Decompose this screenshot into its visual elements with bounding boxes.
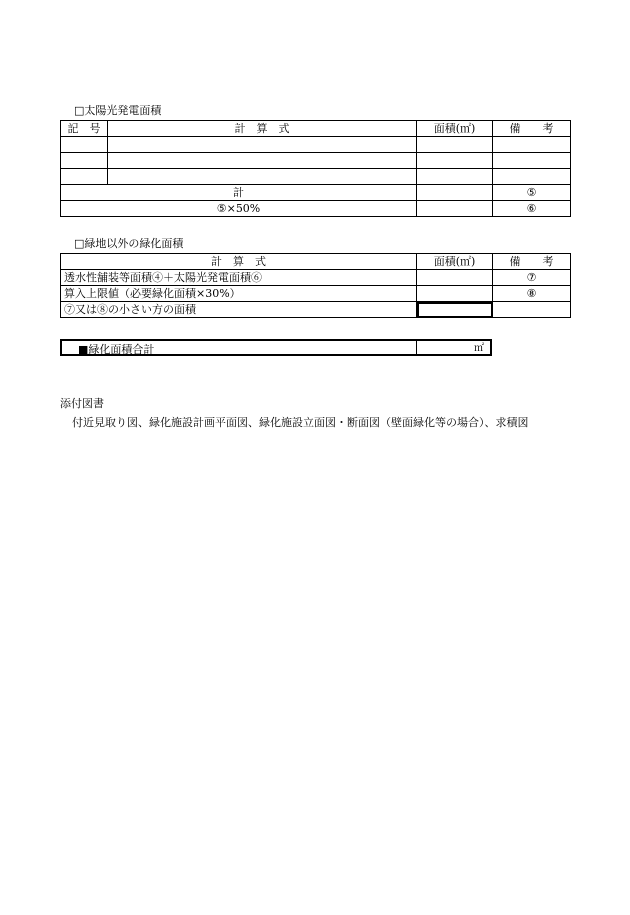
percent-remarks: ⑥ [493, 201, 571, 217]
divider [416, 341, 417, 354]
formula-cell[interactable] [108, 153, 417, 169]
symbol-header: 記 号 [61, 121, 108, 137]
solar-percent-row [61, 201, 571, 217]
solar-total-row [61, 185, 571, 201]
total-area-cell[interactable] [417, 185, 493, 201]
remarks-cell[interactable] [493, 169, 571, 185]
area-header: 面積(㎡) [417, 121, 493, 137]
remarks-cell: ⑦ [493, 270, 571, 286]
table-row [61, 153, 571, 169]
percent-label: ⑤×50% [61, 201, 417, 217]
area-cell[interactable] [417, 153, 493, 169]
formula-header: 計 算 式 [108, 121, 417, 137]
formula-cell: ⑦又は⑧の小さい方の面積 [61, 302, 417, 318]
remarks-cell [493, 302, 571, 318]
solar-section-title: □太陽光発電面積 [74, 104, 162, 117]
attachments-title: 添付図書 [60, 397, 104, 410]
remarks-header: 備 考 [493, 121, 571, 137]
area-header: 面積(㎡) [417, 254, 493, 270]
table-row [61, 286, 571, 302]
smaller-area-cell[interactable] [417, 302, 493, 318]
table-row [61, 137, 571, 153]
non-green-area-table [60, 253, 571, 318]
greening-total-box [60, 339, 492, 356]
symbol-cell[interactable] [61, 137, 108, 153]
area-cell[interactable] [417, 169, 493, 185]
formula-cell: 算入上限値（必要緑化面積×30%） [61, 286, 417, 302]
table-row [61, 270, 571, 286]
formula-header: 計 算 式 [61, 254, 417, 270]
solar-area-table [60, 120, 571, 217]
area-cell[interactable] [417, 270, 493, 286]
table-row [61, 169, 571, 185]
attachments-text: 付近見取り図、緑化施設計画平面図、緑化施設立面図・断面図（壁面緑化等の場合）、求積図 [72, 416, 529, 429]
remarks-cell: ⑧ [493, 286, 571, 302]
table-row [61, 302, 571, 318]
symbol-cell[interactable] [61, 153, 108, 169]
area-cell[interactable] [417, 286, 493, 302]
formula-cell[interactable] [108, 169, 417, 185]
remarks-cell[interactable] [493, 137, 571, 153]
formula-cell: 透水性舗装等面積④＋太陽光発電面積⑥ [61, 270, 417, 286]
greening-total-unit: ㎡ [474, 343, 484, 354]
non-green-section-title: □緑地以外の緑化面積 [74, 237, 184, 250]
remarks-cell[interactable] [493, 153, 571, 169]
percent-area-cell[interactable] [417, 201, 493, 217]
formula-cell[interactable] [108, 137, 417, 153]
non-green-header-row [61, 254, 571, 270]
greening-total-label: ■緑化面積合計 [78, 343, 155, 356]
total-label: 計 [61, 185, 417, 201]
solar-header-row [61, 121, 571, 137]
total-remarks: ⑤ [493, 185, 571, 201]
remarks-header: 備 考 [493, 254, 571, 270]
area-cell[interactable] [417, 137, 493, 153]
symbol-cell[interactable] [61, 169, 108, 185]
